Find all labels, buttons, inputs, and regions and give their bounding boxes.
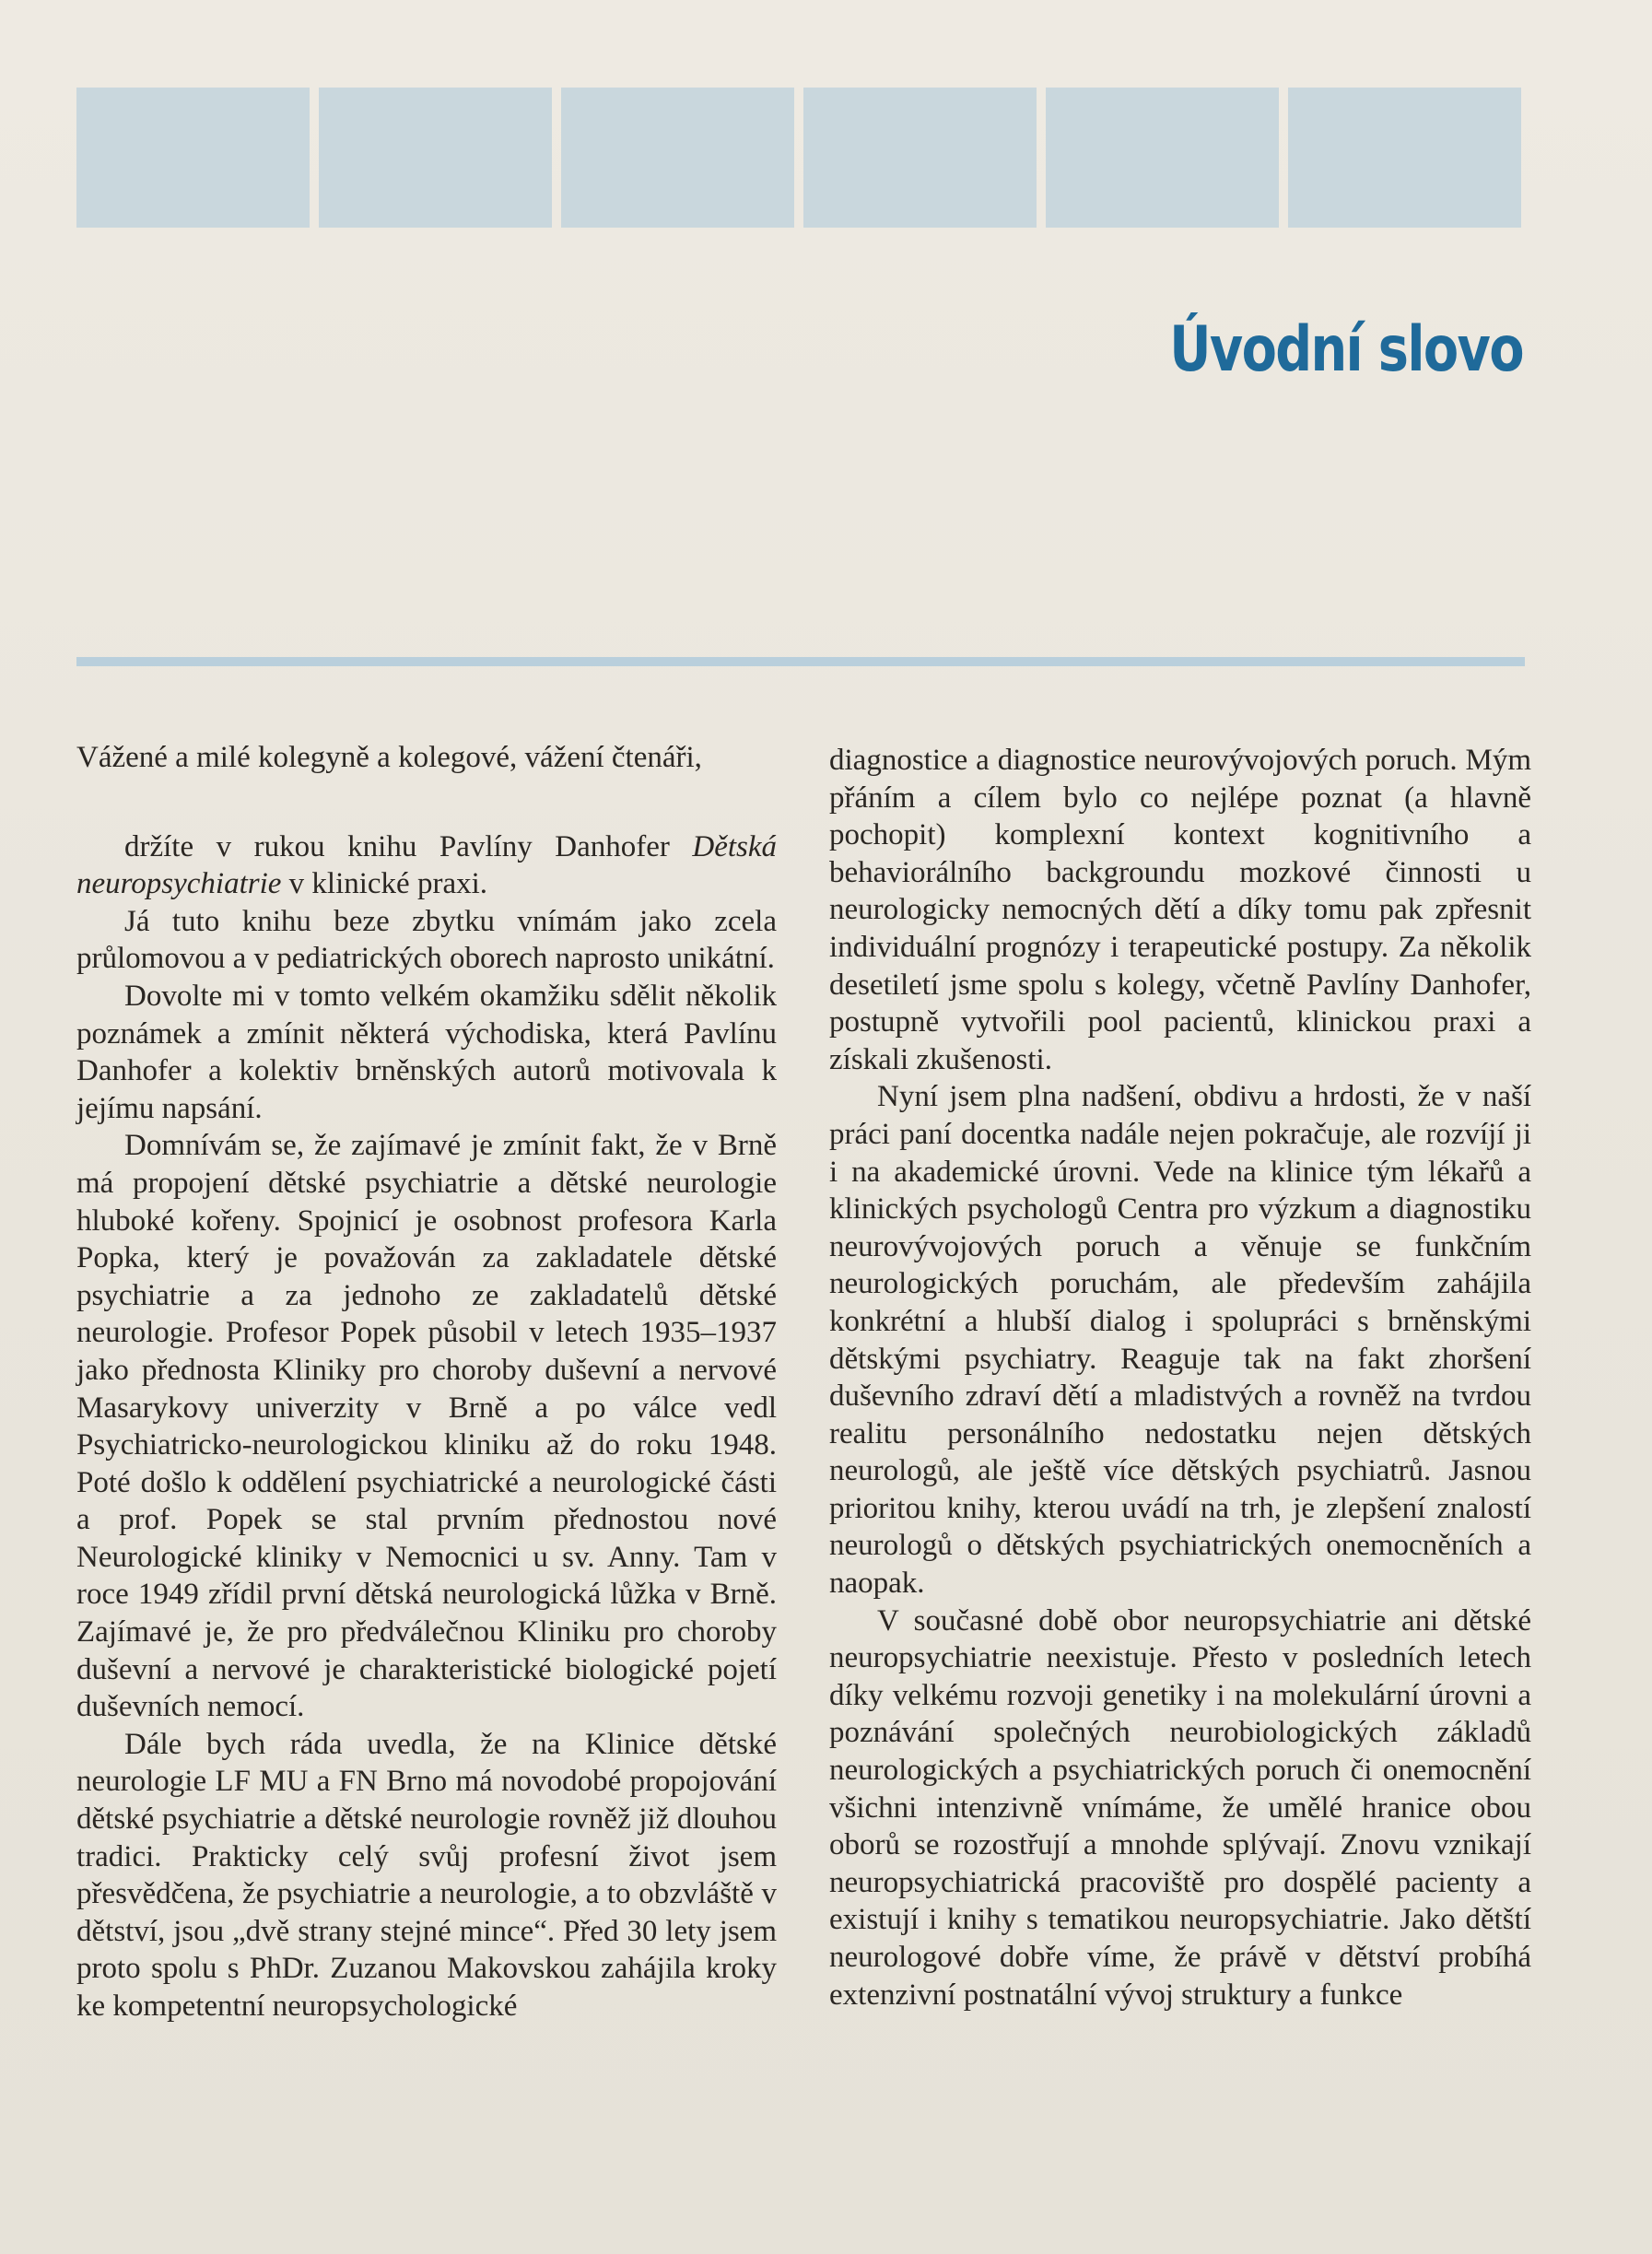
paragraph: Já tuto knihu beze zbytku vnímám jako zcela průlomovou a v pediatrických oborech naprosto unikátní. <box>76 904 777 976</box>
header-band-block <box>76 88 310 228</box>
paragraph: Nyní jsem plna nadšení, obdivu a hrdosti, že v naší práci paní docentka nadále nejen pokračuje, ale rozvíjí ji i na akademické úrovni. Vede na klinice tým lékařů a klinických psychologů Centra pro výzkum a diagnostiku neurovývojových poruch a věnuje se funkčním neurologických poruchám, ale především zahájila konkrétní a hlubší dialog i spolupráci s brněnskými dětskými psychiatry. Reaguje tak na fakt zhoršení duševního zdraví dětí a mladistvých a rovněž na tvrdou realitu personálního nedostatku nejen dětských neurologů, ale ještě více dětských psychiatrů. Jasnou prioritou knihy, kterou uvádí na trh, je zlepšení znalostí neurologů o dětských psychiatrických onemocněních a naopak. <box>829 1080 1531 1601</box>
header-band-block <box>1288 88 1521 228</box>
paragraph-text: v klinické praxi. <box>281 867 488 901</box>
header-band-block <box>561 88 794 228</box>
text-column-right <box>829 742 1531 2013</box>
salutation: Vážené a milé kolegyně a kolegové, vážení čtenáři, <box>76 741 702 774</box>
paragraph: Domnívám se, že zajímavé je zmínit fakt, že v Brně má propojení dětské psychiatrie a dětské neurologie hluboké kořeny. Spojnicí je osobnost profesora Karla Popka, který je považován za zakladatele dětské psychiatrie a za jednoho ze zakladatelů dětské neurologie. Profesor Popek působil v letech 1935–1937 jako přednosta Kliniky pro choroby duševní a nervové Masarykovy univerzity v Brně a po válce vedl Psychiatricko-neurologickou kliniku až do roku 1948. Poté došlo k oddělení psychiatrické a neurologické části a prof. Popek se stal prvním přednostou nové Neurologické kliniky v Nemocnici u sv. Anny. Tam v roce 1949 zřídil první dětská neurologická lůžka v Brně. Zajímavé je, že pro předválečnou Kliniku pro choroby duševní a nervové je charakteristické biologické pojetí duševních nemocí. <box>76 1129 777 1724</box>
text-column-left <box>76 739 777 2025</box>
paragraph-text: držíte v rukou knihu Pavlíny Danhofer <box>124 829 693 863</box>
header-band-block <box>1046 88 1279 228</box>
paragraph <box>76 828 777 903</box>
paragraph: Dovolte mi v tomto velkém okamžiku sdělit několik poznámek a zmínit některá východiska, která Pavlínu Danhofer a kolektiv brněnských autorů motivovala k jejímu napsání. <box>76 979 777 1125</box>
paragraph: Dále bych ráda uvedla, že na Klinice dětské neurologie LF MU a FN Brno má novodobé propojování dětské psychiatrie a dětské neurologie rovněž již dlouhou tradici. Prakticky celý svůj profesní život jsem přesvědčena, že psychiatrie a neurologie, a to obzvláště v dětství, jsou „dvě strany stejné mince“. Před 30 lety jsem proto spolu s PhDr. Zuzanou Makovskou zahájila kroky ke kompetentní neuropsychologické <box>76 1727 777 2023</box>
paragraph: V současné době obor neuropsychiatrie ani dětské neuropsychiatrie neexistuje. Přesto v posledních letech díky velkému rozvoji genetiky i na molekulární úrovni a poznávání společných neurobiologických základů neurologických a psychiatrických poruch či onemocnění všichni intenzivně vnímáme, že umělé hranice obou oborů se rozostřují a mnohde splývají. Znovu vznikají neuropsychiatrická pracoviště pro dospělé pacienty a existují i knihy s tematikou neuropsychiatrie. Jako dětští neurologové dobře víme, že právě v dětství probíhá extenzivní postnatální vývoj struktury a funkce <box>829 1603 1531 2012</box>
chapter-title: Úvodní slovo <box>1169 313 1523 386</box>
header-band-block <box>319 88 552 228</box>
title-divider <box>76 657 1525 666</box>
header-band-block <box>803 88 1037 228</box>
paragraph-continued: diagnostice a diagnostice neurovývojových poruch. Mým přáním a cílem bylo co nejlépe poznat (a hlavně pochopit) komplexní kontext kognitivního a behaviorálního backgroundu mozkové činnosti u neurologicky nemocných dětí a díky tomu pak zpřesnit individuální prognózy i terapeutické postupy. Za několik desetiletí jsme spolu s kolegy, včetně Pavlíny Danhofer, postupně vytvořili pool pacientů, klinickou praxi a získali zkušenosti. <box>829 744 1531 1076</box>
header-band <box>76 88 1521 228</box>
book-title: Dětská neuropsychiatrie <box>76 829 777 901</box>
